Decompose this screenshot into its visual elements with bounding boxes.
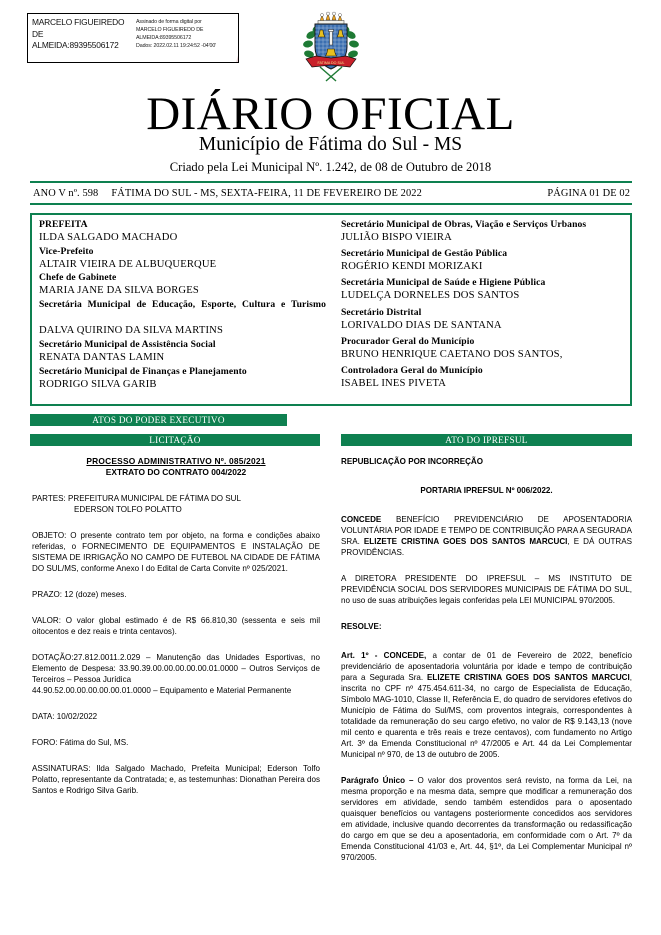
paragrafo-unico-body: O valor dos proventos será revisto, na forma da Lei, na mesma proporção e na mesma data, sempre que modificar a remuneração dos servidores em atividade, sendo também estendidos para o aposentado quaisquer benefícios ou vantagens posteriormente concedidos aos servidores em atividade, inclusive quando decorrentes da transformação ou redassificação do cargo em que se deu a aposentadoria, em conformidade com o Art. 7º da Emenda Constitucional 41/03 e, Art. 44, §1º, da Lei Complementar Municipal nº 970/2005.: [341, 776, 632, 862]
content-column-right: [341, 456, 632, 872]
official-name: ILDA SALGADO MACHADO: [39, 232, 178, 244]
section-banner-executive: ATOS DO PODER EXECUTIVO: [30, 414, 287, 426]
objeto-paragraph: OBJETO: O presente contrato tem por objeto, na forma e condições abaixo referidas, o FORNECIMENTO DE EQUIPAMENTOS E INSTALAÇÃO DE SISTEMA DE IRRIGAÇÃO NO CAMPO DE FUTEBOL NA CIDADE DE FÁTIMA DO SUL/MS, conforme Anexo I do Edital de Carta Convite nº 025/2021.: [32, 530, 320, 573]
data-paragraph: DATA: 10/02/2022: [32, 711, 98, 721]
official-name: ISABEL INES PIVETA: [340, 378, 447, 390]
coat-of-arms-icon: [298, 11, 364, 87]
prazo-paragraph: PRAZO: 12 (doze) meses.: [32, 589, 127, 599]
art1-label: Art. 1º - CONCEDE,: [341, 651, 427, 660]
page-title: DIÁRIO OFICIAL: [146, 88, 515, 140]
ementa-paragraph: [341, 514, 632, 558]
header-rule-top: [30, 181, 632, 183]
preamble-paragraph: A DIRETORA PRESIDENTE DO IPREFSUL – MS INSTITUTO DE PREVIDÊNCIA SOCIAL DOS SERVIDORES MUNICIPAIS DE FÁTIMA DO SUL, no uso de suas atribuições legais conferidas pela LEI MUNICIPAL 970/2005.: [341, 574, 632, 605]
official-role: Secretário Distrital: [340, 306, 422, 318]
official-role: Procurador Geral do Município: [340, 335, 475, 347]
left-heading-line-1: PROCESSO ADMINISTRATIVO Nº. 085/2021: [86, 456, 266, 466]
header-rule-bottom: [30, 203, 632, 205]
paragrafo-unico-paragraph: [341, 775, 632, 863]
signature-details: [132, 14, 238, 62]
official-name: MARIA JANE DA SILVA BORGES: [39, 285, 199, 297]
signature-subject-line-1: MARCELO FIGUEIREDO: [32, 17, 125, 27]
partes-line-2: EDERSON TOLFO POLATTO: [74, 504, 182, 514]
official-name: ALTAIR VIEIRA DE ALBUQUERQUE: [39, 258, 217, 270]
art1-beneficiary: ELIZETE CRISTINA GOES DOS SANTOS MARCUCI: [427, 673, 630, 682]
official-role: Secretário Municipal de Finanças e Planejamento: [39, 365, 247, 377]
official-role: Secretário Municipal de Gestão Pública: [340, 248, 508, 260]
foro-paragraph: FORO: Fátima do Sul, MS.: [32, 737, 129, 747]
left-heading: [32, 456, 320, 479]
officials-box: [30, 213, 632, 406]
paragrafo-unico-label: Parágrafo Único –: [341, 776, 414, 785]
signature-subject: [28, 14, 132, 62]
art1-tail: , inscrita no CPF nº 475.454.611-34, no cargo de Especialista de Educação, Símbolo MAG-1010, Classe II, Referência E, do quadro de servidores efetivos do Município de Fátima do Sul/MS, com proventos integrais, correspondentes à totalidade da remuneração do seu cargo efetivo, no valor de R$ 9.143,13 (nove mil cento e quarenta e três reais e treze centavos), com fundamento no Artigo Art. 3º da Emenda Constitucional nº 47/2005 e Art. 44 da Lei Complementar Municipal nº 970, de 13 de outubro de 2005.: [341, 673, 633, 759]
issue-year-number: ANO V nº. 598: [33, 187, 99, 199]
issue-place-date: FÁTIMA DO SUL - MS, SEXTA-FEIRA, 11 DE FEVEREIRO DE 2022: [111, 187, 422, 199]
content-column-left: [32, 456, 320, 805]
official-role: Controladora Geral do Município: [340, 364, 483, 376]
ementa-concede: CONCEDE: [341, 515, 382, 524]
ementa-beneficiary: ELIZETE CRISTINA GOES DOS SANTOS MARCUCI: [363, 537, 568, 546]
official-role: Vice-Prefeito: [39, 245, 94, 257]
signature-detail-line-1: Assinado de forma digital por: [136, 19, 202, 25]
signature-subject-line-3: ALMEIDA:89395506172: [32, 40, 119, 50]
portaria-heading: PORTARIA IPREFSUL Nº 006/2022.: [420, 486, 553, 495]
partes-value: PREFEITURA MUNICIPAL DE FÁTIMA DO SUL: [68, 493, 241, 503]
official-role: Chefe de Gabinete: [39, 272, 117, 284]
partes-label: PARTES:: [32, 493, 66, 503]
ementa-tail: , E DÁ OUTRAS PROVIDÊNCIAS.: [341, 537, 632, 557]
official-role: Secretário Municipal de Obras, Viação e Serviços Urbanos: [340, 219, 587, 230]
assinaturas-paragraph: ASSINATURAS: Ilda Salgado Machado, Prefeita Municipal; Ederson Tolfo Polatto, representante da Contratada; e, as testemunhas: Dionathan Pereira dos Santos e Rodrigo Silva Garib.: [32, 763, 320, 795]
signature-detail-line-3: ALMEIDA:89395506172: [136, 35, 192, 42]
digital-signature-box: [27, 13, 239, 63]
official-role: Secretária Municipal de Educação, Esporte, Cultura e Turismo: [39, 299, 326, 311]
officials-column-right: [332, 215, 630, 404]
official-name: DALVA QUIRINO DA SILVA MARTINS: [39, 325, 223, 337]
official-name: JULIÃO BISPO VIEIRA: [340, 232, 452, 244]
left-heading-line-2: EXTRATO DO CONTRATO 004/2022: [105, 467, 247, 478]
official-name: LORIVALDO DIAS DE SANTANA: [340, 319, 502, 331]
official-role: Secretário Municipal de Assistência Social: [39, 338, 216, 350]
dotacao-paragraph-2: 44.90.52.00.00.00.00.00.01.0000 – Equipamento e Material Permanente: [32, 685, 292, 695]
issue-page-number: PÁGINA 01 DE 02: [547, 187, 630, 199]
art1-paragraph: [341, 650, 632, 760]
resolve-heading: RESOLVE:: [341, 622, 382, 631]
svg-text:FATIMA DO SUL: FATIMA DO SUL: [317, 61, 345, 65]
law-reference-line: Criado pela Lei Municipal Nº. 1.242, de 08 de Outubro de 2018: [169, 160, 492, 174]
officials-column-left: [32, 215, 332, 404]
signature-subject-line-2: DE: [32, 28, 44, 39]
valor-paragraph: VALOR: O valor global estimado é de R$ 66.810,30 (sessenta e seis mil oitocentos e dez reais e trinta centavos).: [32, 615, 320, 636]
art1-body: a contar de 01 de Fevereiro de 2022, benefício previdenciário de aposentadoria voluntária por idade e tempo de contribuição para a Segurada Sra.: [341, 651, 632, 682]
signature-detail-line-2: MARCELO FIGUEIREDO DE: [136, 27, 204, 34]
ementa-body: BENEFÍCIO PREVIDENCIÁRIO DE APOSENTADORIA VOLUNTÁRIA POR IDADE E TEMPO DE CONTRIBUIÇÃO PARA A SEGURADA SRA.: [341, 515, 632, 546]
official-name: LUDELÇA DORNELES DOS SANTOS: [340, 290, 520, 302]
signature-detail-line-4: Dados: 2022.02.11 19:24:52 -04'00': [136, 43, 217, 50]
official-name: BRUNO HENRIQUE CAETANO DOS SANTOS,: [340, 348, 563, 360]
section-banner-licitacao: LICITAÇÃO: [30, 434, 320, 446]
official-name: ROGÉRIO KENDI MORIZAKI: [340, 261, 483, 273]
official-name: RENATA DANTAS LAMIN: [39, 351, 165, 363]
official-role: Secretária Municipal de Saúde e Higiene Pública: [340, 277, 546, 289]
dotacao-paragraph: DOTAÇÃO:27.812.0011.2.029 – Manutenção das Unidades Esportivas, no Elemento de Despesa: 33.90.39.00.00.00.00.00.01.0000 – Outros Serviços de Terceiros – Pessoa Jurídica: [32, 652, 320, 684]
official-role: PREFEITA: [39, 219, 88, 230]
partes-line-1: [32, 493, 320, 504]
issue-info-bar: [30, 184, 632, 202]
republicacao-heading: REPUBLICAÇÃO POR INCORREÇÃO: [341, 457, 483, 466]
section-banner-iprefsul: ATO DO IPREFSUL: [341, 434, 632, 446]
page-subtitle: Município de Fátima do Sul - MS: [198, 134, 463, 155]
official-name: RODRIGO SILVA GARIB: [39, 378, 157, 390]
